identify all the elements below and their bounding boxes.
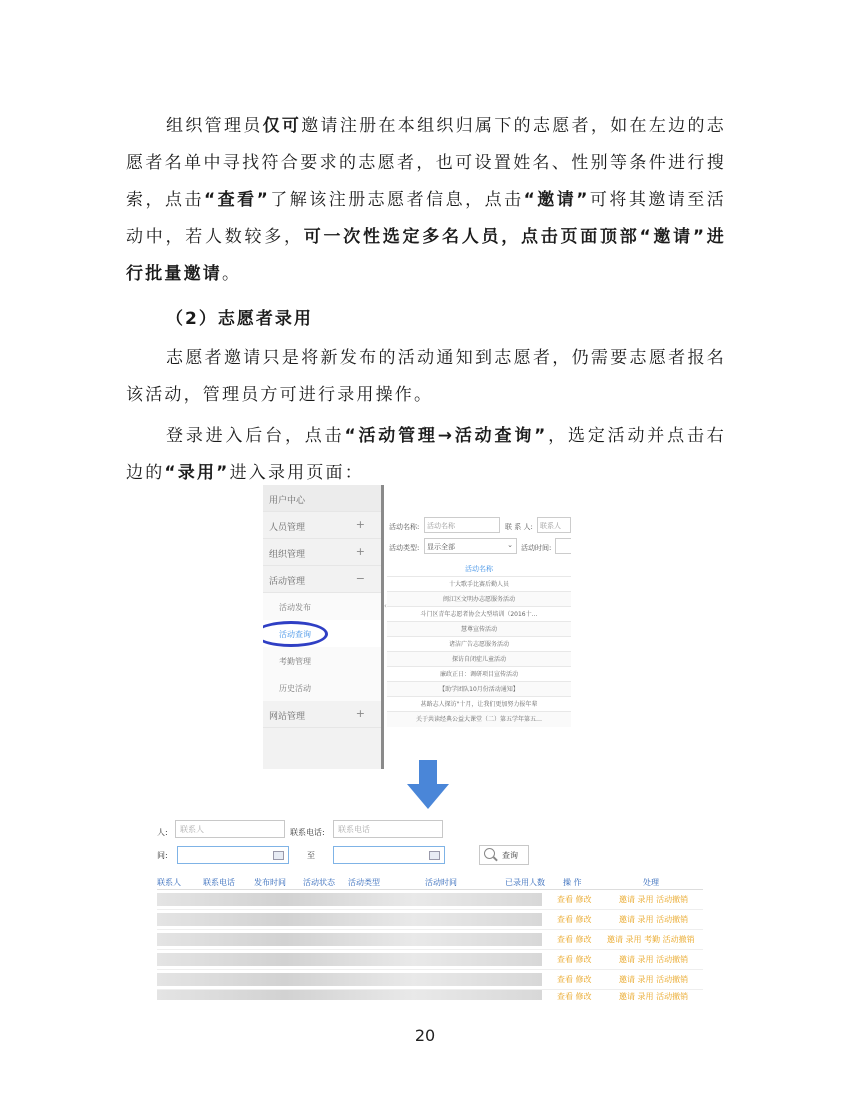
blurred-cells [157, 990, 542, 1000]
table-row[interactable]: 【助学团队10月份活动通知】 [387, 681, 571, 697]
sidebar-label: 考勤管理 [279, 657, 311, 666]
col-time: 活动时间 [425, 878, 457, 887]
p3-bold-hire: “录用” [164, 463, 230, 483]
p1-text-a: 组织管理员 [166, 116, 263, 136]
sidebar-divider [381, 485, 384, 769]
sidebar-org[interactable] [263, 539, 381, 566]
table-row [157, 930, 703, 950]
time-label: 间: [157, 851, 168, 860]
activity-time-label: 活动时间: [521, 544, 552, 552]
sidebar-label: 历史活动 [279, 684, 311, 693]
blurred-cells [157, 893, 542, 906]
activity-name-input[interactable]: 活动名称 [424, 517, 500, 533]
activity-type-label: 活动类型: [389, 544, 420, 552]
blurred-cells [157, 933, 542, 946]
p3-bold-menu: “活动管理→活动查询” [344, 426, 548, 446]
p1-bold-only: 仅可 [262, 116, 302, 136]
table-row [157, 890, 703, 910]
collapse-arrow-icon[interactable]: ‹ [384, 602, 387, 610]
sidebar-activity[interactable] [263, 566, 381, 593]
contact-label: 联 系 人: [505, 523, 533, 531]
col-op: 操 作 [563, 878, 582, 887]
login-paragraph [126, 418, 726, 492]
col-status: 活动状态 [303, 878, 335, 887]
to-label: 至 [307, 851, 315, 860]
table-row[interactable]: 甚路志人探访"十月，让我们更加努力报年辈 [387, 696, 571, 712]
query-button-label: 查询 [502, 851, 518, 860]
sidebar-activity-publish[interactable] [263, 593, 381, 620]
hire-paragraph: 志愿者邀请只是将新发布的活动通知到志愿者，仍需要志愿者报名该活动，管理员方可进行录用操作。 [126, 348, 726, 405]
sidebar-label: 用户中心 [269, 496, 306, 506]
activity-type-select[interactable] [424, 538, 517, 554]
sidebar-label: 组织管理 [269, 550, 306, 560]
expand-icon: + [355, 545, 365, 558]
sidebar-people[interactable] [263, 512, 381, 539]
expand-icon: + [355, 707, 365, 720]
p1-text-e: 了解该注册志愿者信息，点击 [269, 190, 524, 210]
p3-text-e: 进入录用页面： [229, 463, 364, 483]
p3-text-a: 登录进入后台，点击 [166, 426, 345, 446]
phone-label: 联系电话: [290, 828, 325, 837]
col-phone: 联系电话 [203, 878, 235, 887]
sidebar-label: 活动管理 [269, 577, 306, 587]
sidebar-website[interactable] [263, 701, 381, 728]
row-handle-links[interactable]: 邀请 录用 活动撤销 [619, 992, 689, 1000]
row-op-links[interactable]: 查看 修改 [557, 915, 592, 924]
table-row [157, 987, 703, 1000]
col-type: 活动类型 [348, 878, 380, 887]
table-row[interactable]: 闽江区文明办志愿服务活动 [387, 591, 571, 607]
p1-text-i: 。 [222, 264, 242, 284]
blurred-cells [157, 913, 542, 926]
activity-time-input[interactable] [555, 538, 571, 554]
col-publish-time: 发布时间 [254, 878, 286, 887]
table-row [157, 950, 703, 970]
hiring-page-screenshot [157, 815, 703, 1000]
p1-text-c: 邀请注册在本组织归属下的志愿者，如在左边的志愿者名单中寻找符合要求的志愿者，也可设置姓名、性别等条件进行搜索，点击 [126, 116, 727, 210]
table-row[interactable]: 诸洁广告志愿服务活动 [387, 636, 571, 652]
blurred-cells [157, 973, 542, 986]
phone-input[interactable]: 联系电话 [333, 820, 443, 838]
expand-icon: + [355, 518, 365, 531]
search-icon [484, 848, 495, 859]
down-arrow-icon [405, 760, 451, 810]
start-date-input[interactable] [177, 846, 289, 864]
activity-query-screenshot [263, 485, 571, 769]
query-button[interactable] [479, 845, 529, 865]
admin-sidebar [263, 485, 381, 769]
collapse-icon: − [355, 572, 365, 585]
table-row[interactable]: 关于共读经典公益大课堂（二）第五学年第五… [387, 711, 571, 727]
intro-paragraph [126, 108, 726, 293]
p1-bold-batch: 可一次性选定多名人员，点击页面顶部“邀请”进行批量邀请 [126, 227, 726, 284]
sidebar-label: 活动查询 [279, 630, 311, 639]
table-row[interactable]: 探访自闭症儿童活动 [387, 651, 571, 667]
calendar-icon[interactable] [429, 851, 440, 860]
row-handle-links[interactable]: 邀请 录用 活动撤销 [619, 975, 689, 984]
table-row[interactable]: 十大歌手比赛后勤人员 [387, 576, 571, 592]
sidebar-history[interactable] [263, 674, 381, 701]
row-op-links[interactable]: 查看 修改 [557, 955, 592, 964]
sidebar-label: 人员管理 [269, 523, 306, 533]
page-number: 20 [414, 1026, 436, 1045]
row-op-links[interactable]: 查看 修改 [557, 895, 592, 904]
section-heading: （2）志愿者录用 [166, 309, 313, 329]
row-op-links[interactable]: 查看 修改 [557, 975, 592, 984]
row-handle-links[interactable]: 邀请 录用 活动撤销 [619, 955, 689, 964]
p1-bold-invite: “邀请” [523, 190, 590, 210]
row-handle-links[interactable]: 邀请 录用 考勤 活动撤销 [607, 935, 695, 944]
col-contact: 联系人 [157, 878, 181, 887]
table-row[interactable]: 廉政正日：调研项目宣传活动 [387, 666, 571, 682]
sidebar-label: 活动发布 [279, 603, 311, 612]
contact-input[interactable]: 联系人 [175, 820, 285, 838]
blurred-cells [157, 953, 542, 966]
activity-name-label: 活动名称: [389, 523, 420, 531]
sidebar-attendance[interactable] [263, 647, 381, 674]
p1-text-g: 可将其邀请至活动中，若人数较多， [126, 190, 726, 247]
activity-type-value: 显示全部 [427, 543, 455, 551]
row-handle-links[interactable]: 邀请 录用 活动撤销 [619, 895, 689, 904]
calendar-icon[interactable] [273, 851, 284, 860]
end-date-input[interactable] [333, 846, 445, 864]
col-hired: 已录用人数 [505, 878, 545, 887]
table-header-activity-name: 活动名称 [465, 565, 493, 573]
table-row[interactable]: 慧尊宣传活动 [387, 621, 571, 637]
sidebar-label: 网站管理 [269, 712, 306, 722]
p3-text-c: ，选定活动并点击右边的 [126, 426, 726, 483]
row-handle-links[interactable]: 邀请 录用 活动撤销 [619, 915, 689, 924]
sidebar-user-center[interactable] [263, 485, 381, 512]
col-handle: 处理 [643, 878, 659, 887]
contact-label: 人: [157, 828, 168, 837]
row-op-links[interactable]: 查看 修改 [557, 992, 592, 1000]
table-row[interactable]: 斗门区青年志愿者协会大型培训（2016十… [387, 606, 571, 622]
chevron-down-icon: ⌄ [507, 541, 513, 549]
p1-bold-view: “查看” [203, 190, 270, 210]
row-op-links[interactable]: 查看 修改 [557, 935, 592, 944]
contact-input[interactable]: 联系人 [537, 517, 571, 533]
table-row [157, 910, 703, 930]
